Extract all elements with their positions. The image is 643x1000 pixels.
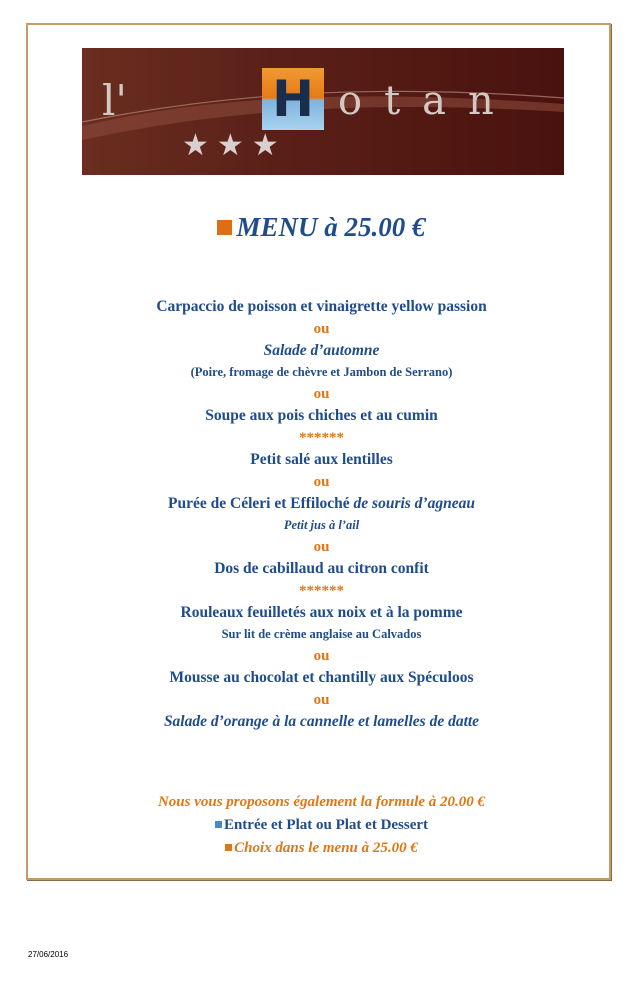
course-separator: ****** — [299, 583, 344, 599]
menu-list — [0, 296, 643, 733]
formule-option — [0, 814, 643, 837]
footer-date: 27/06/2016 — [28, 950, 69, 959]
menu-title-text: MENU à 25.00 € — [236, 212, 426, 242]
dish-line: Mousse au chocolat et chantilly aux Spéculoos — [169, 669, 474, 686]
stars-rating: ★★★ — [182, 128, 287, 163]
hotel-logo — [82, 48, 564, 175]
dish-line-part: Purée de Céleri et Effiloché — [168, 495, 354, 512]
orange-bullet-icon — [225, 844, 232, 851]
dish-description: (Poire, fromage de chèvre et Jambon de Serrano) — [190, 365, 453, 379]
course-separator: ****** — [299, 430, 344, 446]
orange-square-icon — [217, 220, 232, 235]
dish-line — [0, 493, 643, 515]
dish-line: Rouleaux feuilletés aux noix et à la pomme — [180, 604, 463, 621]
logo-prefix: l' — [102, 76, 127, 125]
formule-intro: Nous vous proposons également la formule à 20.00 € — [157, 794, 486, 810]
separator-ou: ou — [313, 386, 330, 402]
blue-bullet-icon — [215, 821, 222, 828]
logo-letter-box: H — [262, 68, 324, 130]
dish-line-part-italic: de souris d’agneau — [353, 495, 475, 512]
formule-option-text: Entrée et Plat ou Plat et Dessert — [223, 817, 429, 833]
dish-line: Petit salé aux lentilles — [250, 451, 393, 468]
dish-line: Salade d’orange à la cannelle et lamelles de datte — [163, 713, 480, 730]
dish-line: Soupe aux pois chiches et au cumin — [205, 407, 438, 424]
separator-ou: ou — [313, 692, 330, 708]
separator-ou: ou — [313, 321, 330, 337]
separator-ou: ou — [313, 539, 330, 555]
dish-line: Dos de cabillaud au citron confit — [214, 560, 429, 577]
dish-line: Carpaccio de poisson et vinaigrette yellow passion — [156, 298, 487, 315]
dish-description: Petit jus à l’ail — [283, 518, 360, 532]
dish-line: Salade d’automne — [263, 342, 380, 359]
formule-option — [0, 837, 643, 860]
logo-suffix: otan — [338, 78, 516, 124]
formule-section — [0, 791, 643, 860]
dish-description: Sur lit de crème anglaise au Calvados — [221, 627, 422, 641]
menu-title — [0, 212, 643, 243]
separator-ou: ou — [313, 648, 330, 664]
separator-ou: ou — [313, 474, 330, 490]
formule-option-text: Choix dans le menu à 25.00 € — [234, 840, 418, 856]
